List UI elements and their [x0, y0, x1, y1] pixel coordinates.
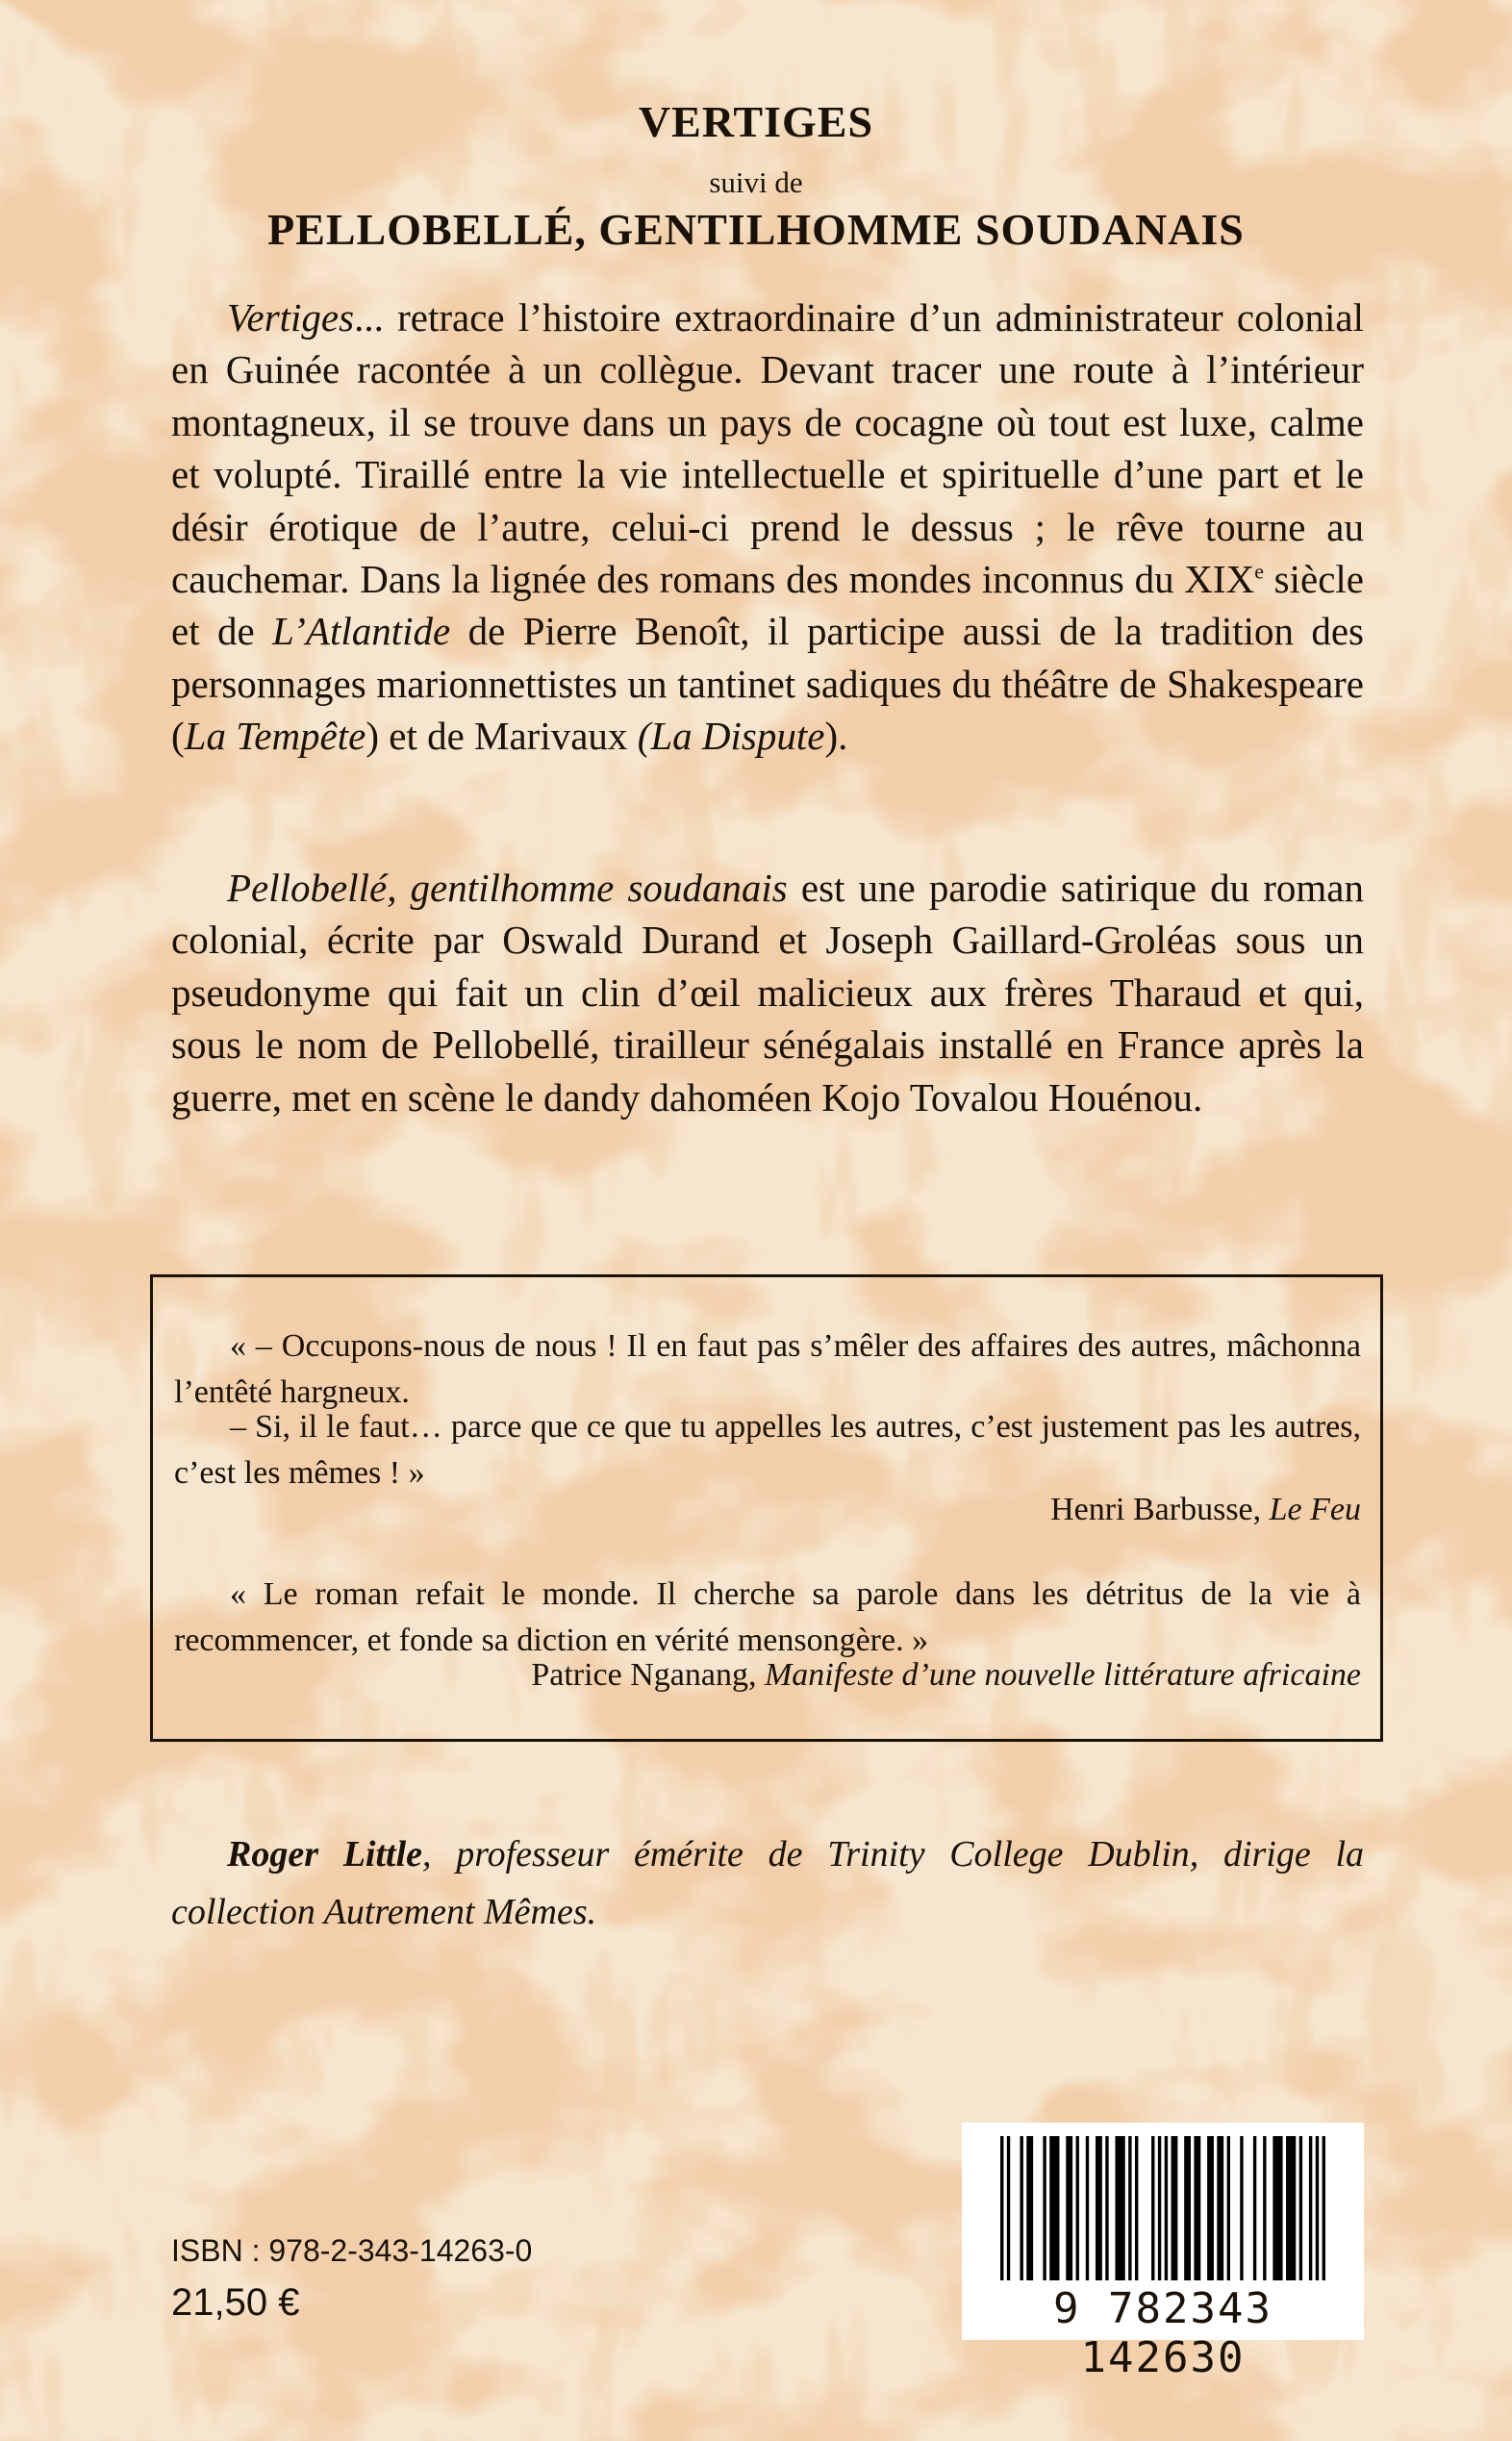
barcode-bar [1105, 2136, 1108, 2280]
work-title-atlantide: L’Atlantide [272, 609, 451, 654]
book-title: VERTIGES [638, 97, 874, 146]
barcode-bar [1227, 2136, 1230, 2280]
barcode-bar [1128, 2136, 1131, 2280]
century-superscript: e [1254, 559, 1264, 584]
price-label: 21,50 € [171, 2281, 300, 2324]
barcode-bar [1007, 2136, 1010, 2280]
epigraph-box [150, 1274, 1383, 1742]
synopsis-text: ). [824, 714, 848, 759]
barcode-bars [1000, 2136, 1325, 2280]
barcode-bar [1026, 2136, 1033, 2280]
quote-barbusse-attribution [174, 1487, 1361, 1533]
barcode-bar [1096, 2136, 1102, 2280]
work-title-tempete: La Tempête [184, 714, 366, 759]
barcode-bar [1286, 2136, 1296, 2280]
barcode-bar [1273, 2136, 1282, 2280]
barcode-bar [1020, 2136, 1022, 2280]
barcode-bar [1299, 2136, 1302, 2280]
barcode-bar [1217, 2136, 1223, 2280]
book-subtitle: PELLOBELLÉ, GENTILHOMME SOUDANAIS [267, 205, 1245, 254]
barcode-bar [1000, 2136, 1003, 2280]
quote-work: Manifeste d’une nouvelle littérature africaine [764, 1657, 1361, 1693]
barcode-bar [1115, 2136, 1124, 2280]
barcode-bar [1165, 2136, 1168, 2280]
barcode-bar [1172, 2136, 1178, 2280]
title-connector: suivi de [709, 165, 803, 199]
work-title-pellobelle: Pellobellé, gentilhomme soudanais [227, 866, 788, 910]
synopsis-text: siècle et de [171, 557, 1365, 654]
barcode-bar [1066, 2136, 1072, 2280]
work-title-dispute: (La Dispute [637, 714, 825, 759]
barcode-bar [1207, 2136, 1214, 2280]
isbn-label: ISBN : 978-2-343-14263-0 [171, 2233, 533, 2268]
barcode-bar [1086, 2136, 1089, 2280]
quote-author: Henri Barbusse, [1050, 1492, 1270, 1527]
quote-barbusse-line1: « – Occupons-nous de nous ! Il en faut pas s’mêler des affaires des autres, mâchonna l’entêté hargneux. [174, 1328, 1361, 1410]
quote-nganang-attribution [174, 1652, 1361, 1699]
quote-work: Le Feu [1269, 1492, 1361, 1527]
synopsis-paragraph-pellobelle [171, 862, 1364, 1123]
barcode-bar [1151, 2136, 1154, 2280]
barcode-bar [1158, 2136, 1161, 2280]
barcode-bar [1194, 2136, 1200, 2280]
synopsis-text: de Pierre Benoît, il participe aussi de la tradition des personnages marionnettistes un tantinet sadiques du théâtre de Shakespeare ( [171, 609, 1364, 759]
barcode [962, 2123, 1364, 2382]
barcode-bar [1309, 2136, 1312, 2280]
barcode-digits: 9 782343 142630 [1053, 2284, 1273, 2382]
barcode-bar [1263, 2136, 1266, 2280]
editor-bio-text: , professeur émérite de Trinity College Dublin, dirige la collection Autrement Mêmes. [171, 1834, 1364, 1932]
work-title-vertiges: Vertiges [227, 295, 355, 340]
editor-bio [171, 1825, 1364, 1941]
synopsis-text: est une parodie satirique du roman colonial, écrite par Oswald Durand et Joseph Gaillard-Groléas sous un pseudonyme qui fait un clin d’œil malicieux aux frères Tharaud et qui, sous le nom de Pellobellé, tirailleur sénégalais installé en France après la guerre, met en scène le dandy dahoméen Kojo Tovalou Houénou. [171, 866, 1365, 1120]
barcode-bar [1240, 2136, 1243, 2280]
barcode-bar [1135, 2136, 1138, 2280]
barcode-bar [1253, 2136, 1256, 2280]
quote-nganang: « Le roman refait le monde. Il cherche sa parole dans les détritus de la vie à recommencer, et fonde sa diction en vérité mensongère. » [174, 1576, 1361, 1658]
synopsis-text: ... retrace l’histoire extraordinaire d’un administrateur colonial en Guinée racontée à un collègue. Devant tracer une route à l’intérieur montagneux, il se trouve dans un pays de cocagne où tout est luxe, calme et volupté. Tiraillé entre la vie intellectuelle et spirituelle d’une part et le désir érotique de l’autre, celui-ci prend le dessus ; le rêve tourne au cauchemar. Dans la lignée des romans des mondes inconnus du XIX [171, 295, 1364, 602]
quote-author: Patrice Nganang, [531, 1657, 765, 1693]
barcode-bar [1184, 2136, 1191, 2280]
barcode-bar [1316, 2136, 1319, 2280]
editor-name: Roger Little [227, 1834, 423, 1875]
quote-barbusse-line2: – Si, il le faut… parce que ce que tu appelles les autres, c’est justement pas les autres, c’est les mêmes ! » [174, 1409, 1361, 1491]
synopsis-paragraph-vertiges [171, 291, 1364, 763]
barcode-bar [1043, 2136, 1046, 2280]
barcode-bar [1323, 2136, 1325, 2280]
synopsis-text: ) et de Marivaux [365, 714, 638, 759]
barcode-bar [1049, 2136, 1059, 2280]
barcode-bar [1076, 2136, 1079, 2280]
